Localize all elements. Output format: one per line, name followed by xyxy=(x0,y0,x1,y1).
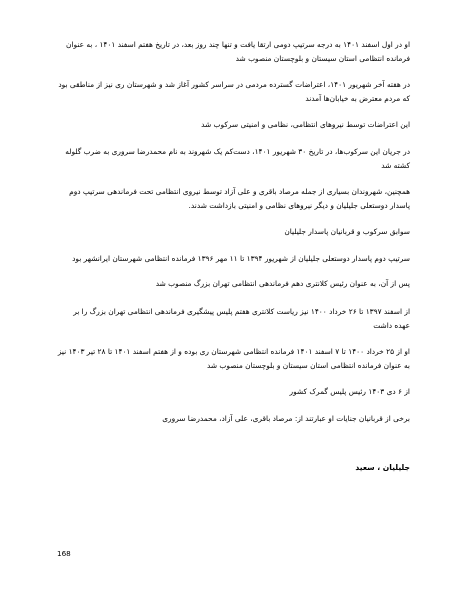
paragraph-killing: در جریان این سرکوب‌ها، در تاریخ ۳۰ شهریور ۱۴۰۱، دست‌کم یک شهروند به نام محمدرضا سروری به ضرب گلوله کشته شد xyxy=(65,147,410,171)
paragraph-promotion: او در اول اسفند ۱۴۰۱ به درجه سرتیپ دومی ارتقا یافت و تنها چند روز بعد، در تاریخ هفتم اسفند ۱۴۰۱ ، به عنوان فرمانده انتظامی استان سیستان و بلوچستان منصوب شد xyxy=(66,40,410,64)
paragraph-protests-start: در هفته آخر شهریور ۱۴۰۱، اعتراضات گسترده مردمی در سراسر کشور آغاز شد و شهرستان ری نیز از مناطقی بود که مردم معترض به خیابان‌ها آمدند xyxy=(58,79,410,104)
paragraph-arrests: همچنین، شهروندان بسیاری از جمله مرصاد باقری و علی آزاد توسط نیروی انتظامی تحت فرماندهی سرتیپ دوم پاسدار دوستعلی جلیلیان و دیگر نیروهای نظامی و امنیتی بازداشت شدند. xyxy=(69,186,410,211)
paragraph-seventh-precinct: از اسفند ۱۳۹۷ تا ۲۶ خرداد ۱۴۰۰ نیز ریاست کلانتری هفتم پلیس پیشگیری فرماندهی انتظامی تهران بزرگ را بر عهده داشت xyxy=(73,306,410,331)
page-number: 168 xyxy=(57,549,71,558)
paragraph-customs-police: از ۶ دی ۱۴۰۳ رئیس پلیس گمرک کشور xyxy=(289,386,410,396)
paragraph-record-heading: سوابق سرکوب و قربانیان پاسدار جلیلیان xyxy=(284,226,410,236)
paragraph-iranshahr: سرتیپ دوم پاسدار دوستعلی جلیلیان از شهریور ۱۳۹۴ تا ۱۱ مهر ۱۳۹۶ فرمانده انتظامی شهرستان ایرانشهر بود xyxy=(72,254,410,264)
paragraph-suppression: این اعتراضات توسط نیروهای انتظامی، نظامی و امنیتی سرکوب شد xyxy=(201,119,410,129)
paragraph-rey-commander: او از ۲۵ خرداد ۱۴۰۰ تا ۷ اسفند ۱۴۰۱ فرمانده انتظامی شهرستان ری بوده و از هفتم اسفند ۱۴۰۱ تا ۲۸ تیر ۱۴۰۳ نیز به عنوان فرمانده انتظامی استان سیستان و بلوچستان منصوب شد xyxy=(57,346,410,371)
author-signature: جلیلیان ، سعید xyxy=(355,463,410,472)
paragraph-victims: برخی از قربانیان جنایات او عبارتند از: مرصاد باقری، علی آزاد، محمدرضا سروری xyxy=(162,413,410,423)
body-text xyxy=(56,38,410,439)
paragraph-tenth-precinct: پس از آن، به عنوان رئیس کلانتری دهم فرماندهی انتظامی تهران بزرگ منصوب شد xyxy=(155,279,410,289)
